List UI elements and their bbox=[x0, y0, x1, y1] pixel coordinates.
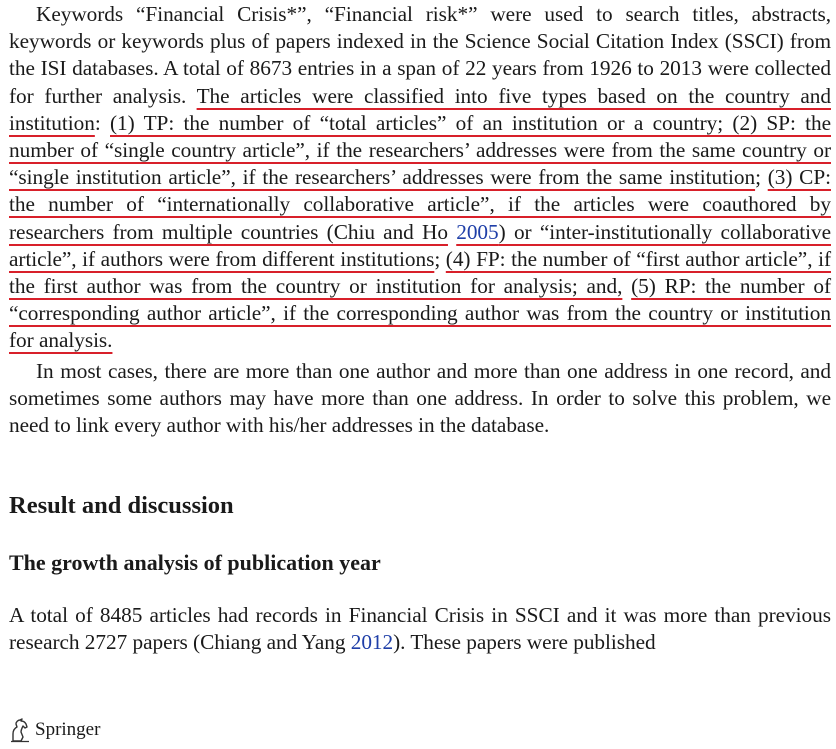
publisher-name: Springer bbox=[35, 719, 101, 740]
underlined-types-1-2: (1) TP: the number of “total articles” of an institution or a country; (2) SP: the number of “single country article”, if the researchers’ addresses were from the same country or “single institution article”, if the researchers’ addresses were from the same institution bbox=[9, 110, 831, 190]
paragraph-methods bbox=[9, 1, 831, 355]
colon: : bbox=[94, 110, 101, 135]
underlined-type-4: (4) FP: the number of “first author article”, if the first author was from the country or institution for analysis; and, bbox=[9, 246, 831, 299]
section-heading: Result and discussion bbox=[9, 492, 234, 519]
underlined-classification-intro: The articles were classified into five types based on the country and institution bbox=[9, 83, 831, 135]
semicolon-1: ; bbox=[755, 165, 761, 190]
paragraph-address-text: In most cases, there are more than one author and more than one address in one record, and sometimes some authors may have more than one address. In order to solve this problem, we need to link every author with his/her addresses in the database. bbox=[9, 359, 831, 438]
citation-link-chiang-yang[interactable]: 2012 bbox=[350, 630, 394, 655]
underlined-type-5: (5) RP: the number of “corresponding author article”, if the corresponding author was from the country or institution for analysis. bbox=[9, 274, 831, 353]
methods-sentence-intro: Keywords “Financial Crisis*”, “Financial risk*” were used to search titles, abstracts, keywords or keywords plus of papers indexed in the Science Social Citation Index (SSCI) from the ISI databases. A total of 8673 entries in a span of 22 years from 1926 to 2013 were collected for further analysis. bbox=[9, 2, 831, 108]
springer-horse-icon bbox=[9, 717, 31, 743]
semicolon-2: ; bbox=[434, 246, 441, 271]
publisher-footer bbox=[9, 717, 100, 743]
paragraph-address-linking bbox=[9, 358, 831, 440]
paragraph-growth bbox=[9, 602, 831, 656]
growth-text-b: ). These papers were published bbox=[393, 630, 656, 655]
citation-link-chiu-ho[interactable]: 2005 bbox=[456, 219, 499, 244]
underlined-type-3b: ) or “inter-institutionally collaborative article”, if authors were from different institutions bbox=[9, 219, 831, 271]
underlined-type-3a: (3) CP: the number of “internationally collaborative article”, if the articles were coauthored by researchers from multiple countries (Chiu and Ho bbox=[9, 165, 831, 244]
subsection-heading: The growth analysis of publication year bbox=[9, 550, 381, 575]
growth-text-a: A total of 8485 articles had records in Financial Crisis in SSCI and it was more than previous research 2727 papers (Chiang and Yang bbox=[9, 603, 831, 655]
